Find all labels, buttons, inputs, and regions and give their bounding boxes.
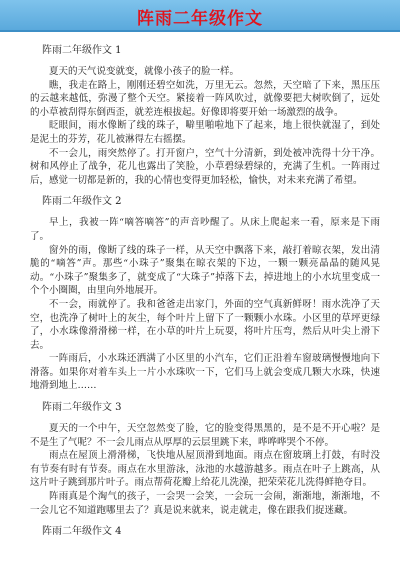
- paragraph: 不一会儿，雨突然停了。打开窗户，空气十分清新，到处被冲洗得十分干净。树和风停止了战争，花儿也露出了笑脸，小草碧绿碧绿的，充满了生机。一阵雨过后，感觉一切都是新的，我的心情也变得更加轻松，愉快，对未来充满了希望。: [30, 147, 380, 186]
- article-body: [30, 36, 380, 546]
- section-4: [30, 525, 380, 538]
- section-heading: 阵雨二年级作文 4: [42, 526, 122, 538]
- paragraph: 一阵雨后，小水珠还洒满了小区里的小汽车，它们正沿着车窗玻璃慢慢地向下滑落。如果你对着车头上一片小水珠吹一下，它们马上就会变成几颗大水珠，快速地滑到地上……: [30, 353, 380, 392]
- section-heading: 阵雨二年级作文 1: [42, 45, 122, 56]
- paragraph: 夏天的天气说变就变，就像小孩子的脸一样。: [49, 66, 240, 77]
- page-title: 阵雨二年级作文: [137, 9, 263, 29]
- banner-divider: [0, 30, 400, 32]
- section-heading: 阵雨二年级作文 3: [42, 402, 122, 414]
- paragraph: 眨眼间，雨水像断了线的珠子，噼里啪啦地下了起来，地上很快就湿了，到处是泥土的芬芳，花儿被淋得左右摇摆。: [30, 120, 380, 145]
- paragraph: 夏天的一个中午，天空忽然变了脸，它的脸变得黑黑的，是不是不开心啦？是不是生了气呢？不一会儿雨点从厚厚的云层里跳下来，哗哗哗哭个不停。: [30, 423, 380, 448]
- paragraph: 窗外的雨，像断了线的珠子一样，从天空中飘落下来，敲打着晾衣架，发出清脆的“嘀答”声。那些“小珠子”聚集在晾衣架的下边，一颗一颗亮晶晶的随风晃动。“小珠子”聚集多了，就变成了“大珠子”掉落下去，掉进地上的小水坑里变成一个个小圈圈，由里向外地展开。: [30, 244, 380, 297]
- section-3: [30, 401, 380, 517]
- paragraph: 不一会，雨就停了。我和爸爸走出家门，外面的空气真新鲜呀！雨水洗净了天空，也洗净了树叶上的灰尘，每个叶片上留下了一颗颗小水珠。小区里的草坪更绿了，小水珠像滑滑梯一样，在小草的叶片上玩耍，将叶片压弯，然后从叶尖上滑下去。: [30, 298, 380, 351]
- section-1: [30, 44, 380, 187]
- paragraph: 阵雨真是个淘气的孩子，一会哭一会笑，一会玩一会闹，渐渐地，渐渐地，不一会儿它不知道跑哪里去了？真是说来就来，说走就走，像在跟我们捉迷藏。: [30, 491, 380, 516]
- section-2: [30, 195, 380, 393]
- paragraph: 雨点在屋顶上滑滑梯，飞快地从屋顶滑到地面。雨点在窗玻璃上打鼓，有时没有节奏有时有节奏。雨点在水里游泳，泳池的水越游越多。雨点在叶子上跳高，从这片叶子跳到那片叶子。雨点帮荷花瓣上给花儿洗澡，把荣荣花儿洗得鲜艳夺目。: [30, 450, 380, 489]
- section-heading: 阵雨二年级作文 2: [42, 196, 122, 208]
- paragraph: 早上，我被一阵“嘀答嘀答”的声音吵醒了。从床上爬起来一看，原来是下雨了。: [30, 217, 380, 242]
- paragraph: 瞧，我走在路上，刚刚还碧空如洗，万里无云。忽然，天空暗了下来，黑压压的云越来越低，弥漫了整个天空。紧接着一阵风吹过，就像要把大树吹倒了，远处的小草被刮得东倒西歪，就差连根拔起。好像即将要开始一场激烈的战争。: [30, 79, 380, 118]
